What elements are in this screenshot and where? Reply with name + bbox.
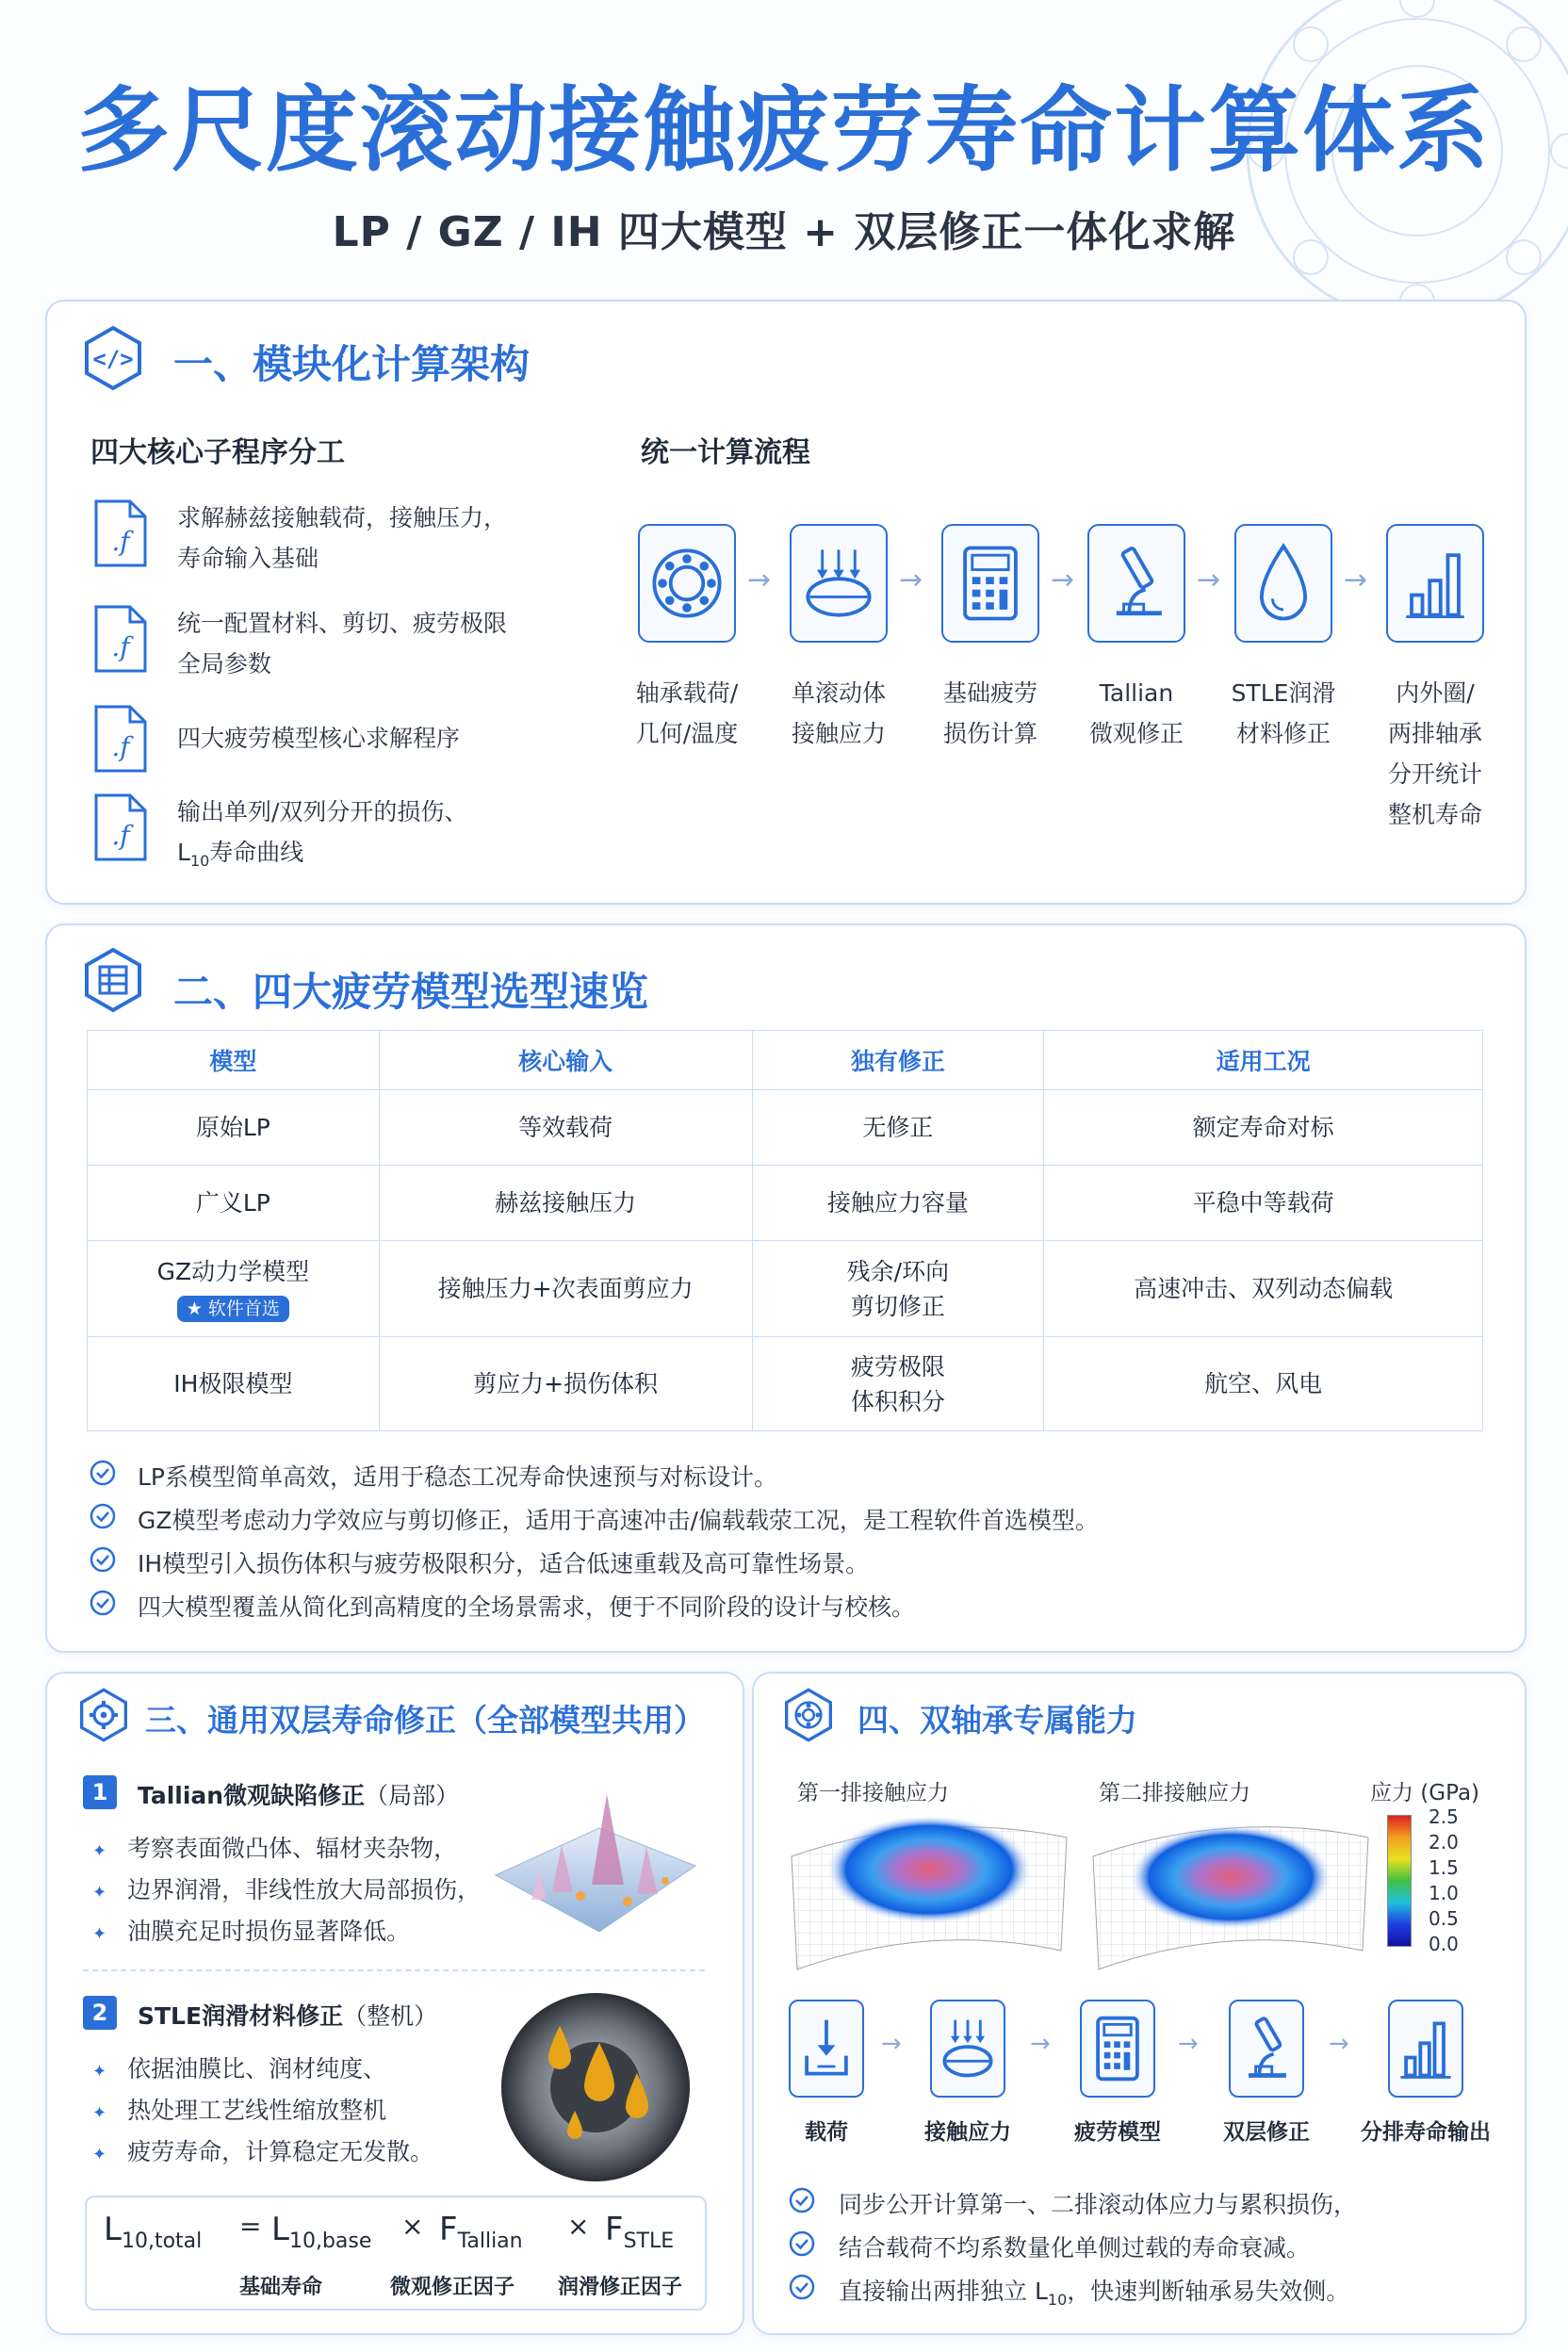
flow-label: 双层修正 [1223,2120,1310,2145]
flow-label: 轴承载荷/ 几何/温度 [635,679,739,747]
table-row: 广义LP 赫兹接触压力 接触应力容量 平稳中等载荷 [88,1166,1483,1241]
contact-stress-heatmap-row1 [788,1809,1070,1971]
check-circle-icon [788,2230,816,2258]
contact-stress-icon [792,526,886,641]
flow-label: 载荷 [805,2120,848,2145]
note-text: 四大模型覆盖从简化到高精度的全场景需求，便于不同阶段的设计与校核。 [138,1593,916,1621]
function-file-icon [90,498,149,569]
bar-chart-icon [1388,526,1482,641]
flow-step-stle [1234,524,1332,643]
bearing-icon [780,1687,837,1743]
table-header-row [88,1031,1483,1090]
check-circle-icon [89,1589,117,1617]
calculator-icon [943,526,1037,641]
flow-label: STLE润滑 材料修正 [1231,679,1336,747]
bar-chart-icon [1390,2001,1462,2096]
flow-label: 疲劳模型 [1074,2120,1161,2145]
life-formula: $L_{10,total}$ = $L_{10,base}$ × $F_{Tallian}$ × $F_{STLE}$ 基础寿命 微观修正因子 润滑修正因子 [85,2196,707,2311]
bullet-item: ✦ 热处理工艺线性缩放整机 [92,2097,387,2124]
load-icon [791,2001,862,2096]
note-text: IH模型引入损伤体积与疲劳极限积分，适合低速重载及高可靠性场景。 [138,1550,870,1577]
table-row: 原始LP 等效载荷 无修正 额定寿命对标 [88,1090,1483,1166]
arrow-icon: → [899,564,923,596]
arrow-icon: → [747,564,772,596]
flow-label: 单滚动体 接触应力 [791,679,886,747]
heatmap-title-row1: 第一排接触应力 [797,1781,949,1805]
program-item: .f 输出单列/双列分开的损伤、 $L_{10}$寿命曲线 [90,792,618,876]
flow-step-contact [930,2000,1005,2098]
program-item: .f 统一配置材料、剪切、疲劳极限 全局参数 [90,603,618,688]
bullet-item: ✦ 考察表面微凸体、辐材夹杂物， [92,1835,458,1862]
flow-step-output [1386,524,1484,643]
preferred-badge: ★ 软件首选 [177,1296,289,1322]
check-circle-icon [788,2186,816,2214]
item-heading: Tallian微观缺陷修正（局部） [138,1782,460,1809]
svg-text:.f: .f [111,631,130,662]
item-number-badge: 2 [83,1996,117,2030]
contact-stress-heatmap-row2 [1089,1809,1372,1971]
column-header: 适用工况 [1044,1031,1483,1090]
arrow-icon: → [1197,564,1221,596]
svg-text:.f: .f [111,731,130,762]
flow-step-load [789,2000,864,2098]
function-file-icon [90,603,149,675]
page-title: 多尺度滚动接触疲劳寿命计算体系 [76,77,1491,185]
microscope-icon [1231,2001,1302,2096]
note-text: 直接输出两排独立 $L_{10}$，快速判断轴承易失效侧。 [839,2278,1350,2309]
bullet-item: ✦ 疲劳寿命，计算稳定无发散。 [92,2138,434,2165]
microscope-icon [1089,526,1184,641]
table-row: IH极限模型 剪应力+损伤体积 疲劳极限 体积积分 航空、风电 [88,1337,1483,1431]
bullet-item: ✦ 边界润滑，非线性放大局部损伤， [92,1876,482,1903]
arrow-icon: → [1030,2030,1051,2058]
svg-text:.f: .f [111,820,130,851]
bearing-icon [640,526,734,641]
flow-label: Tallian 微观修正 [1088,679,1184,747]
flow-step-output [1388,2000,1463,2098]
flow-label: 分排寿命输出 [1361,2120,1491,2145]
note-text: LP系模型简单高效，适用于稳态工况寿命快速预与对标设计。 [138,1463,778,1491]
arrow-icon: → [1344,564,1368,596]
note-text: 结合载荷不均系数量化单侧过载的寿命衰减。 [839,2234,1311,2262]
flow-step-bearing [638,524,736,643]
column-header: 模型 [88,1031,380,1090]
function-file-icon [90,703,149,775]
column-header: 核心输入 [379,1031,752,1090]
note-text: GZ模型考虑动力学效应与剪切修正，适用于高速冲击/偏载载荥工况，是工程软件首选模型。 [138,1507,1099,1534]
stress-colorbar [1387,1815,1412,1947]
section3-title: 三、通用双层寿命修正（全部模型共用） [145,1702,705,1739]
section4-title: 四、双轴承专属能力 [858,1702,1137,1739]
heatmap-title-row2: 第二排接触应力 [1099,1781,1250,1805]
flow-step-calc [1080,2000,1155,2098]
gear-icon [75,1687,132,1743]
check-circle-icon [89,1545,117,1574]
table-row: GZ动力学模型 ★ 软件首选 接触压力+次表面剪应力 残余/环向 剪切修正 高速冲击、双列动态偏载 [88,1241,1483,1337]
note-text: 同步公开计算第一、二排滚动体应力与累积损伤， [839,2191,1358,2218]
arrow-icon: → [1051,564,1075,596]
flow-step-tallian [1087,524,1185,643]
flow-step-contact [790,524,888,643]
flow-label: 内外圈/ 两排轴承 分开统计 整机寿命 [1387,679,1482,828]
model-table [87,1030,1483,1431]
flow-label: 接触应力 [924,2120,1011,2145]
programs-heading: 四大核心子程序分工 [90,436,345,469]
item-number-badge: 1 [83,1775,117,1809]
page-subtitle: LP / GZ / IH 四大模型 + 双层修正一体化求解 [332,208,1236,256]
column-header: 独有修正 [752,1031,1044,1090]
calculator-icon [1082,2001,1153,2096]
colorbar-title: 应力 (GPa) [1370,1781,1480,1805]
program-item: .f 求解赫兹接触载荷，接触压力， 寿命输入基础 [90,498,618,582]
check-circle-icon [89,1502,117,1530]
surface-asperity-image [486,1790,705,1941]
arrow-icon: → [1178,2030,1199,2058]
item-heading: STLE润滑材料修正（整机） [138,2002,438,2030]
contact-stress-icon [932,2001,1004,2096]
flow-step-calc [941,524,1039,643]
divider [83,1969,705,1971]
svg-text:</>: </> [92,346,134,372]
table-icon [79,946,147,1014]
program-item: .f 四大疲劳模型核心求解程序 [90,703,618,788]
section1-title: 一、模块化计算架构 [173,341,531,387]
bullet-item: ✦ 依据油膜比、润材纯度、 [92,2055,387,2082]
check-circle-icon [89,1459,117,1487]
bullet-item: ✦ 油膜充足时损伤显著降低。 [92,1918,411,1945]
flow-label: 基础疲劳 损伤计算 [942,679,1037,747]
arrow-icon: → [881,2030,902,2058]
lubricated-bearing-image [494,1988,697,2186]
section2-title: 二、四大疲劳模型选型速览 [173,969,649,1015]
svg-text:.f: .f [111,526,130,557]
oil-drop-icon [1236,526,1331,641]
check-circle-icon [788,2273,816,2301]
function-file-icon [90,792,149,863]
flow-step-correction [1229,2000,1304,2098]
flow-heading: 统一计算流程 [641,436,810,469]
code-icon [79,324,147,392]
arrow-icon: → [1329,2030,1349,2058]
